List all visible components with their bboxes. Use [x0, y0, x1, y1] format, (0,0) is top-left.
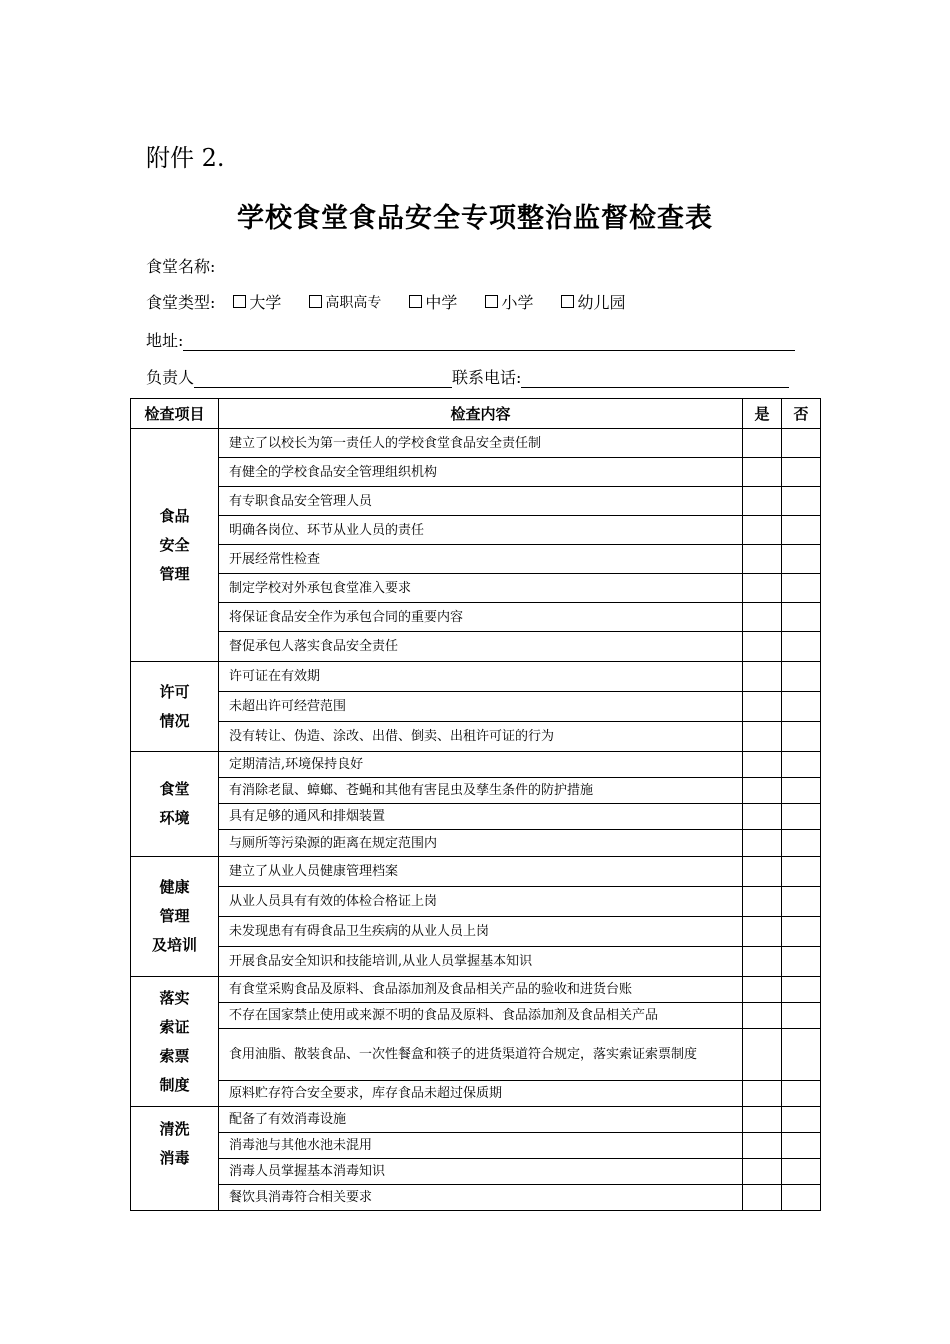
yes-cell[interactable]: [743, 722, 782, 752]
no-cell[interactable]: [782, 804, 821, 830]
no-cell[interactable]: [782, 1081, 821, 1107]
table-row: [131, 487, 821, 516]
table-row: [131, 804, 821, 830]
check-item: 从业人员具有有效的体检合格证上岗: [219, 887, 743, 917]
no-cell[interactable]: [782, 1107, 821, 1133]
no-cell[interactable]: [782, 603, 821, 632]
check-item: 许可证在有效期: [219, 662, 743, 692]
type-option-primary-school[interactable]: 小学: [485, 290, 533, 313]
check-item: 不存在国家禁止使用或来源不明的食品及原料、食品添加剂及食品相关产品: [219, 1003, 743, 1029]
yes-cell[interactable]: [743, 662, 782, 692]
yes-cell[interactable]: [743, 1081, 782, 1107]
no-cell[interactable]: [782, 516, 821, 545]
table-row: [131, 857, 821, 887]
table-row: [131, 1029, 821, 1081]
yes-cell[interactable]: [743, 804, 782, 830]
no-cell[interactable]: [782, 1185, 821, 1211]
category-cell: 食堂 环境: [131, 752, 219, 857]
canteen-type-field: [146, 290, 653, 313]
checkbox-icon[interactable]: [561, 295, 574, 308]
table-row: [131, 1107, 821, 1133]
no-cell[interactable]: [782, 887, 821, 917]
page-title: 学校食堂食品安全专项整治监督检查表: [237, 203, 713, 234]
phone-input-line[interactable]: [521, 369, 789, 388]
table-row: [131, 778, 821, 804]
address-field: [146, 328, 795, 351]
canteen-name-field[interactable]: [146, 254, 215, 277]
check-item: 未超出许可经营范围: [219, 692, 743, 722]
type-option-university[interactable]: 大学: [233, 290, 281, 313]
attachment-label: 附件 2.: [146, 144, 225, 172]
table-row: [131, 574, 821, 603]
table-row: [131, 752, 821, 778]
yes-cell[interactable]: [743, 603, 782, 632]
category-cell: 食品 安全 管理: [131, 429, 219, 662]
check-item: 督促承包人落实食品安全责任: [219, 632, 743, 662]
phone-label: 联系电话:: [452, 368, 522, 387]
responsible-label: 负责人: [146, 368, 195, 387]
check-item: 具有足够的通风和排烟装置: [219, 804, 743, 830]
checkbox-icon[interactable]: [309, 295, 322, 308]
header-no: 否: [782, 399, 821, 429]
check-item: 有健全的学校食品安全管理组织机构: [219, 458, 743, 487]
checkbox-icon[interactable]: [233, 295, 246, 308]
table-row: [131, 603, 821, 632]
check-item: 消毒人员掌握基本消毒知识: [219, 1159, 743, 1185]
table-row: [131, 662, 821, 692]
yes-cell[interactable]: [743, 887, 782, 917]
table-row: [131, 429, 821, 458]
no-cell[interactable]: [782, 1029, 821, 1081]
yes-cell[interactable]: [743, 752, 782, 778]
no-cell[interactable]: [782, 778, 821, 804]
no-cell[interactable]: [782, 429, 821, 458]
no-cell[interactable]: [782, 632, 821, 662]
no-cell[interactable]: [782, 977, 821, 1003]
no-cell[interactable]: [782, 458, 821, 487]
table-row: [131, 1133, 821, 1159]
no-cell[interactable]: [782, 692, 821, 722]
check-item: 定期清洁,环境保持良好: [219, 752, 743, 778]
table-row: [131, 516, 821, 545]
inspection-table: [130, 398, 821, 1211]
no-cell[interactable]: [782, 917, 821, 947]
header-yes: 是: [743, 399, 782, 429]
responsible-input-line[interactable]: [194, 369, 452, 388]
table-row: [131, 545, 821, 574]
no-cell[interactable]: [782, 545, 821, 574]
category-cell: 落实 索证 索票 制度: [131, 977, 219, 1107]
no-cell[interactable]: [782, 662, 821, 692]
type-option-middle-school[interactable]: 中学: [409, 290, 457, 313]
yes-cell[interactable]: [743, 1003, 782, 1029]
check-item: 餐饮具消毒符合相关要求: [219, 1185, 743, 1211]
yes-cell[interactable]: [743, 429, 782, 458]
responsible-field: [146, 365, 789, 388]
table-row: [131, 1081, 821, 1107]
yes-cell[interactable]: [743, 830, 782, 857]
yes-cell[interactable]: [743, 977, 782, 1003]
yes-cell[interactable]: [743, 458, 782, 487]
yes-cell[interactable]: [743, 1029, 782, 1081]
no-cell[interactable]: [782, 1003, 821, 1029]
check-item: 明确各岗位、环节从业人员的责任: [219, 516, 743, 545]
category-cell: 健康 管理 及培训: [131, 857, 219, 977]
no-cell[interactable]: [782, 1133, 821, 1159]
yes-cell[interactable]: [743, 545, 782, 574]
check-item: 有消除老鼠、蟑螂、苍蝇和其他有害昆虫及孳生条件的防护措施: [219, 778, 743, 804]
table-header-row: [131, 399, 821, 429]
table-row: [131, 722, 821, 752]
table-row: [131, 917, 821, 947]
table-row: [131, 1185, 821, 1211]
check-item: 没有转让、伪造、涂改、出借、倒卖、出租许可证的行为: [219, 722, 743, 752]
check-item: 建立了以校长为第一责任人的学校食堂食品安全责任制: [219, 429, 743, 458]
no-cell[interactable]: [782, 947, 821, 977]
yes-cell[interactable]: [743, 516, 782, 545]
yes-cell[interactable]: [743, 778, 782, 804]
checkbox-icon[interactable]: [485, 295, 498, 308]
yes-cell[interactable]: [743, 574, 782, 603]
check-item: 消毒池与其他水池未混用: [219, 1133, 743, 1159]
no-cell[interactable]: [782, 1159, 821, 1185]
yes-cell[interactable]: [743, 1185, 782, 1211]
yes-cell[interactable]: [743, 1159, 782, 1185]
yes-cell[interactable]: [743, 487, 782, 516]
table-row: [131, 947, 821, 977]
check-item: 食用油脂、散装食品、一次性餐盒和筷子的进货渠道符合规定，落实索证索票制度: [219, 1029, 743, 1081]
header-content: 检查内容: [219, 399, 743, 429]
check-item: 开展食品安全知识和技能培训,从业人员掌握基本知识: [219, 947, 743, 977]
type-option-vocational[interactable]: 高职高专: [309, 292, 381, 312]
check-item: 制定学校对外承包食堂准入要求: [219, 574, 743, 603]
check-item: 原料贮存符合安全要求，库存食品未超过保质期: [219, 1081, 743, 1107]
yes-cell[interactable]: [743, 857, 782, 887]
no-cell[interactable]: [782, 830, 821, 857]
table-row: [131, 1159, 821, 1185]
canteen-name-label: 食堂名称:: [146, 257, 216, 276]
no-cell[interactable]: [782, 857, 821, 887]
category-cell: 许可 情况: [131, 662, 219, 752]
yes-cell[interactable]: [743, 632, 782, 662]
header-category: 检查项目: [131, 399, 219, 429]
check-item: 与厕所等污染源的距离在规定范围内: [219, 830, 743, 857]
check-item: 配备了有效消毒设施: [219, 1107, 743, 1133]
table-row: [131, 977, 821, 1003]
check-item: 将保证食品安全作为承包合同的重要内容: [219, 603, 743, 632]
table-row: [131, 692, 821, 722]
type-option-kindergarten[interactable]: 幼儿园: [561, 290, 625, 313]
check-item: 开展经常性检查: [219, 545, 743, 574]
canteen-type-label: 食堂类型:: [146, 293, 216, 312]
check-item: 未发现患有有碍食品卫生疾病的从业人员上岗: [219, 917, 743, 947]
no-cell[interactable]: [782, 752, 821, 778]
table-row: [131, 830, 821, 857]
checkbox-icon[interactable]: [409, 295, 422, 308]
yes-cell[interactable]: [743, 917, 782, 947]
table-body: [131, 429, 821, 1211]
no-cell[interactable]: [782, 722, 821, 752]
no-cell[interactable]: [782, 574, 821, 603]
yes-cell[interactable]: [743, 1133, 782, 1159]
no-cell[interactable]: [782, 487, 821, 516]
yes-cell[interactable]: [743, 1107, 782, 1133]
check-item: 有专职食品安全管理人员: [219, 487, 743, 516]
table-row: [131, 458, 821, 487]
table-row: [131, 887, 821, 917]
address-label: 地址:: [146, 331, 184, 350]
yes-cell[interactable]: [743, 692, 782, 722]
yes-cell[interactable]: [743, 947, 782, 977]
check-item: 有食堂采购食品及原料、食品添加剂及食品相关产品的验收和进货台账: [219, 977, 743, 1003]
check-item: 建立了从业人员健康管理档案: [219, 857, 743, 887]
category-cell: 清洗 消毒: [131, 1107, 219, 1211]
address-input-line[interactable]: [183, 332, 795, 351]
table-row: [131, 632, 821, 662]
table-row: [131, 1003, 821, 1029]
